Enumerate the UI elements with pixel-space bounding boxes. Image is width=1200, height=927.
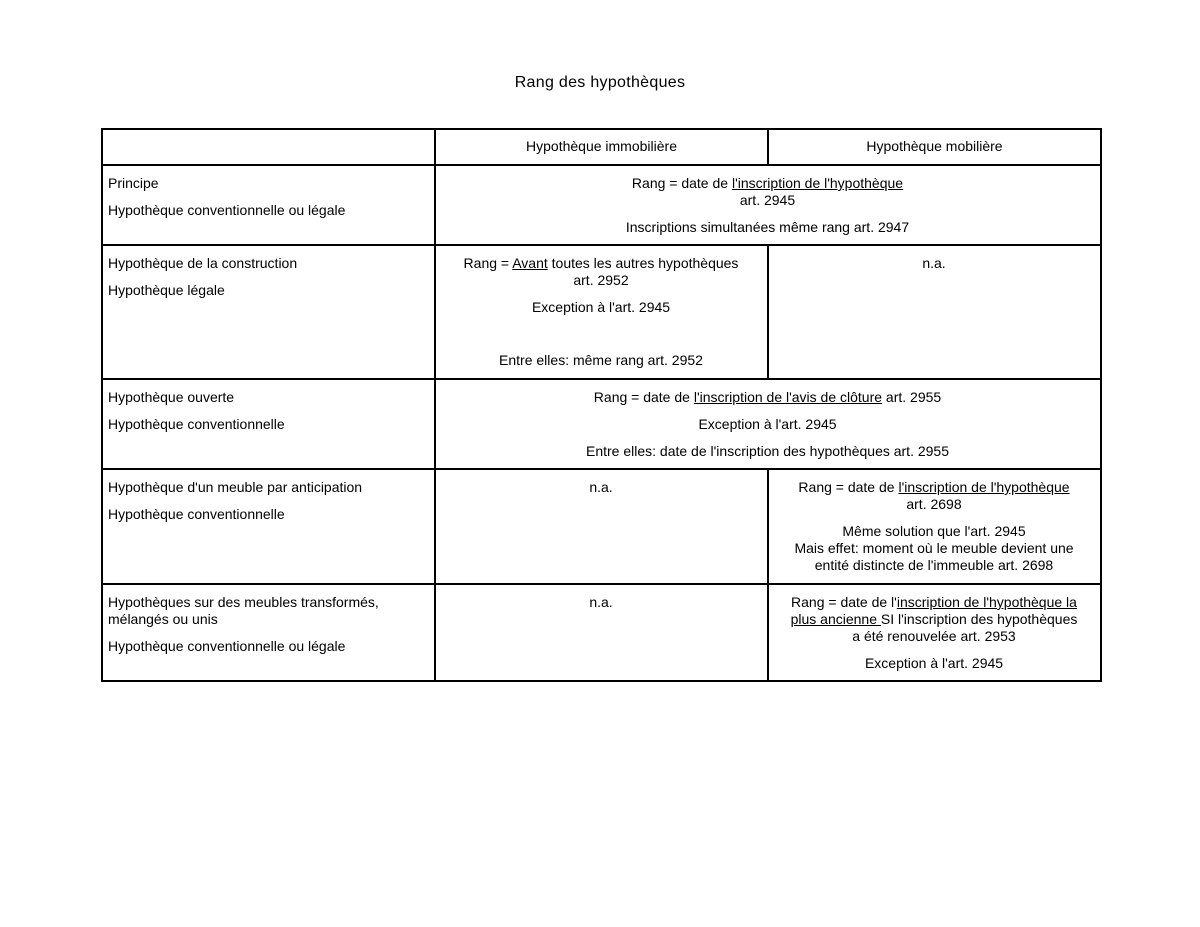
header-cell-mobiliere: Hypothèque mobilière <box>768 129 1101 165</box>
rule-text-underlined: l'inscription de l'avis de clôture <box>693 389 883 405</box>
rule-text-underlined: l'inscription de l'hypothèque <box>898 479 1070 495</box>
article-ref: art. 2945 <box>739 192 796 208</box>
row-label-cell <box>102 245 435 379</box>
rule-text <box>441 175 1094 192</box>
rule-text <box>774 479 1094 496</box>
row-sublabel: Hypothèque légale <box>108 282 225 298</box>
rule-text <box>441 255 761 272</box>
rule-text-part: Rang = <box>463 255 513 271</box>
header-cell-immobiliere: Hypothèque immobilière <box>435 129 768 165</box>
table-row <box>102 165 1101 245</box>
rule-text <box>441 389 1094 406</box>
rule-text-part: Rang = date de <box>798 479 899 495</box>
rule-text-part: SI l'inscription des hypothèques <box>880 611 1078 627</box>
row-sublabel: Hypothèque conventionnelle <box>108 416 285 432</box>
table-row <box>102 469 1101 584</box>
row-label-cell <box>102 165 435 245</box>
rule-note: Entre elles: date de l'inscription des hypothèques art. 2955 <box>585 443 949 459</box>
merged-cell <box>435 379 1101 469</box>
rule-note: Entre elles: même rang art. 2952 <box>499 352 703 368</box>
rule-text <box>774 594 1094 611</box>
immobiliere-cell: n.a. <box>435 584 768 681</box>
rule-note: Mais effet: moment où le meuble devient une <box>794 540 1074 556</box>
row-label: Hypothèque ouverte <box>108 389 235 405</box>
mobiliere-cell <box>768 584 1101 681</box>
row-label: Hypothèques sur des meubles transformés, <box>108 594 379 610</box>
table-row <box>102 379 1101 469</box>
rule-text-underlined: inscription de l'hypothèque la <box>896 594 1077 610</box>
row-label: Principe <box>108 175 159 191</box>
row-label: Hypothèque de la construction <box>108 255 298 271</box>
article-ref: a été renouvelée art. 2953 <box>852 628 1016 644</box>
article-ref: art. 2698 <box>906 496 962 512</box>
rule-text-part: Rang = date de <box>631 175 732 191</box>
rule-text <box>774 611 1094 628</box>
row-sublabel: Hypothèque conventionnelle <box>108 506 285 522</box>
mobiliere-cell: n.a. <box>768 245 1101 379</box>
rule-note: entité distincte de l'immeuble art. 2698 <box>814 557 1054 573</box>
row-label: Hypothèque d'un meuble par anticipation <box>108 479 363 495</box>
rule-text-underlined: plus ancienne <box>790 611 881 627</box>
rule-note: Exception à l'art. 2945 <box>698 416 837 432</box>
immobiliere-cell: n.a. <box>435 469 768 584</box>
rule-text-underlined: l'inscription de l'hypothèque <box>731 175 904 191</box>
article-ref: art. 2952 <box>573 272 629 288</box>
page-title: Rang des hypothèques <box>514 74 686 91</box>
table-row <box>102 584 1101 681</box>
header-cell-empty <box>102 129 435 165</box>
rank-table <box>101 128 1102 682</box>
row-sublabel: Hypothèque conventionnelle ou légale <box>108 638 346 654</box>
rule-note: Exception à l'art. 2945 <box>864 655 1004 671</box>
rule-note: Exception à l'art. 2945 <box>531 299 671 315</box>
row-label-cell <box>102 379 435 469</box>
table-row <box>102 245 1101 379</box>
mobiliere-cell <box>768 469 1101 584</box>
rule-text-part: toutes les autres hypothèques <box>547 255 739 271</box>
merged-cell <box>435 165 1101 245</box>
row-label-cell <box>102 469 435 584</box>
rule-text-part: art. 2955 <box>882 389 942 405</box>
immobiliere-cell <box>435 245 768 379</box>
rule-text-part: Rang = date de l' <box>791 594 897 610</box>
rule-note: Inscriptions simultanées même rang art. 2947 <box>625 219 910 235</box>
rule-text-part: Rang = date de <box>593 389 694 405</box>
rule-text-underlined: Avant <box>512 255 548 271</box>
row-label: mélangés ou unis <box>108 611 218 627</box>
rule-note: Même solution que l'art. 2945 <box>842 523 1026 539</box>
row-sublabel: Hypothèque conventionnelle ou légale <box>108 202 346 218</box>
table-header-row <box>102 129 1101 165</box>
row-label-cell <box>102 584 435 681</box>
